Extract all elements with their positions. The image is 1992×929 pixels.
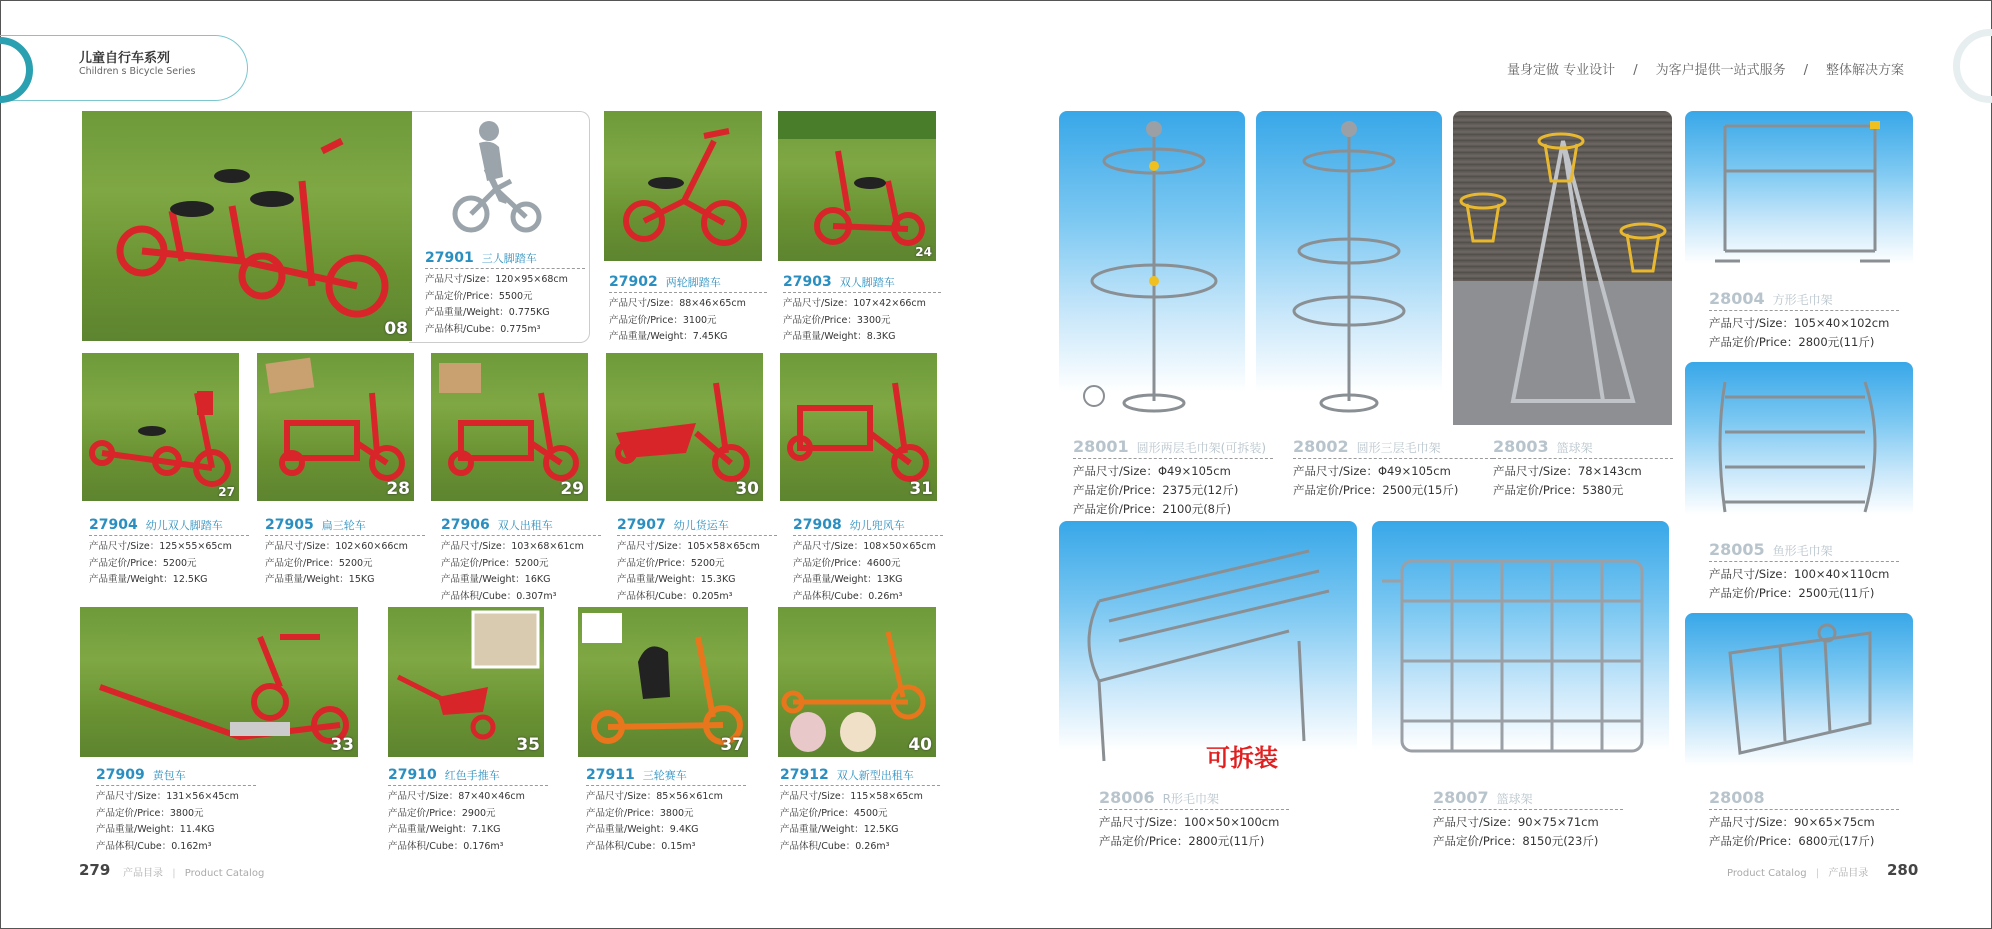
product-spec: 产品定价/Price：5380元 (1493, 483, 1624, 497)
product-name: 三人脚踏车 (481, 252, 537, 265)
footer-catalog-en: Product Catalog (1727, 868, 1807, 879)
product-photo-27904 (82, 353, 239, 501)
page-badge: 24 (915, 245, 932, 259)
product-caption (780, 764, 940, 855)
product-spec: 产品定价/Price：3300元 (783, 314, 891, 326)
product-spec: 产品定价/Price：5200元 (89, 557, 197, 569)
product-photo-28005 (1685, 362, 1913, 532)
page-badge: 08 (384, 319, 408, 339)
footer-catalog-right: Product Catalog | 产品目录 (1727, 868, 1869, 879)
product-code: 28008 (1709, 788, 1765, 807)
product-photo-27910 (388, 607, 544, 757)
product-caption (1709, 289, 1899, 352)
product-caption (586, 764, 746, 855)
product-caption (1433, 788, 1623, 851)
page-badge: 40 (908, 735, 932, 755)
product-spec: 产品体积/Cube：0.775m³ (425, 323, 541, 335)
product-spec: 产品尺寸/Size：103×68×61cm (441, 541, 584, 552)
product-spec: 产品定价/Price：4500元 (780, 807, 888, 819)
product-photo-27908 (780, 353, 937, 501)
product-spec: 产品定价/Price：5200元 (441, 557, 549, 569)
slogan-item: 整体解决方案 (1825, 63, 1904, 78)
product-name: 双人新型出租车 (836, 769, 914, 782)
product-spec: 产品尺寸/Size：100×40×110cm (1709, 567, 1890, 581)
product-spec: 产品定价/Price：2500元(15斤) (1293, 483, 1459, 497)
product-spec: 产品重量/Weight：12.5KG (780, 824, 899, 835)
footer-catalog-cn: 产品目录 (123, 868, 163, 879)
product-spec: 产品重量/Weight：9.4KG (586, 824, 699, 835)
product-spec: 产品尺寸/Size：115×58×65cm (780, 791, 923, 802)
product-spec: 产品重量/Weight：12.5KG (89, 574, 208, 585)
product-spec: 产品定价/Price：2375元(12斤) (1073, 483, 1239, 497)
footer-catalog-en: Product Catalog (184, 868, 265, 879)
product-spec: 产品定价/Price：5500元 (425, 290, 533, 302)
product-spec: 产品尺寸/Size：85×56×61cm (586, 791, 723, 802)
product-code: 27903 (783, 274, 832, 290)
product-spec: 产品定价/Price：2500元(11斤) (1709, 586, 1875, 600)
product-spec: 产品尺寸/Size：108×50×65cm (793, 541, 936, 552)
product-spec: 产品尺寸/Size：87×40×46cm (388, 791, 525, 802)
product-caption (1073, 437, 1273, 519)
product-code: 27904 (89, 517, 138, 533)
detachable-label: 可拆装 (1206, 744, 1278, 772)
product-caption (1293, 437, 1493, 500)
product-photo-28008 (1685, 613, 1913, 783)
product-name: 幼儿兜风车 (849, 519, 905, 532)
product-name: 圆形三层毛巾架 (1356, 441, 1441, 455)
product-code: 28002 (1293, 437, 1349, 456)
product-spec: 产品重量/Weight：13KG (793, 574, 903, 585)
page-badge: 35 (516, 735, 540, 755)
product-code: 27910 (388, 767, 437, 783)
product-spec: 产品尺寸/Size：125×55×65cm (89, 541, 232, 552)
product-code: 27907 (617, 517, 666, 533)
product-caption (617, 514, 777, 605)
product-photo-27911 (578, 607, 748, 757)
footer-catalog-left: 产品目录 | Product Catalog (123, 868, 265, 879)
product-photo-28001 (1059, 111, 1245, 423)
product-caption (388, 764, 548, 855)
product-code: 28007 (1433, 788, 1489, 807)
product-code: 28006 (1099, 788, 1155, 807)
product-spec: 产品尺寸/Size：107×42×66cm (783, 298, 926, 309)
product-spec: 产品尺寸/Size：78×143cm (1493, 464, 1642, 478)
product-spec: 产品定价/Price：8150元(23斤) (1433, 834, 1599, 848)
product-photo-27905 (257, 353, 414, 501)
product-name: 双人出租车 (497, 519, 553, 532)
product-name: 幼儿双人脚踏车 (145, 519, 223, 532)
product-photo-28007 (1372, 521, 1669, 776)
product-spec: 产品体积/Cube：0.205m³ (617, 590, 733, 602)
product-caption (1709, 788, 1899, 851)
page-number-left: 279 (79, 861, 111, 879)
page-badge: 29 (560, 479, 584, 499)
product-name: 两轮脚踏车 (665, 276, 721, 289)
product-code: 27902 (609, 274, 658, 290)
product-caption (1099, 788, 1289, 851)
product-photo-28004 (1685, 111, 1913, 281)
product-name: 扁三轮车 (321, 519, 366, 532)
product-caption (425, 247, 585, 338)
page-badge: 33 (330, 735, 354, 755)
slogan (1498, 59, 1913, 78)
product-spec: 产品尺寸/Size：100×50×100cm (1099, 815, 1280, 829)
product-spec: 产品尺寸/Size：105×58×65cm (617, 541, 760, 552)
product-spec: 产品体积/Cube：0.26m³ (793, 590, 903, 602)
product-name: 三轮赛车 (642, 769, 687, 782)
product-caption (783, 271, 941, 346)
product-spec: 产品定价/Price：5200元 (617, 557, 725, 569)
page-badge: 27 (218, 485, 235, 499)
product-caption (265, 514, 425, 589)
product-spec: 产品尺寸/Size：90×65×75cm (1709, 815, 1875, 829)
product-photo-28002 (1256, 111, 1442, 423)
product-spec: 产品尺寸/Size：Φ49×105cm (1073, 464, 1231, 478)
product-photo-27912 (778, 607, 936, 757)
product-spec: 产品尺寸/Size：120×95×68cm (425, 274, 568, 285)
page-badge: 28 (386, 479, 410, 499)
footer-catalog-cn: 产品目录 (1828, 868, 1869, 879)
product-code: 27905 (265, 517, 314, 533)
product-spec: 产品尺寸/Size：Φ49×105cm (1293, 464, 1451, 478)
product-name: R形毛巾架 (1162, 792, 1220, 806)
product-photo-27907 (606, 353, 763, 501)
product-name: 篮球架 (1556, 441, 1593, 455)
product-spec: 产品重量/Weight：8.3KG (783, 331, 896, 342)
product-code: 27901 (425, 250, 474, 266)
product-code: 27909 (96, 767, 145, 783)
product-spec: 产品体积/Cube：0.176m³ (388, 840, 504, 852)
product-photo-27909 (80, 607, 358, 757)
product-caption (1493, 437, 1673, 500)
product-name: 篮球架 (1496, 792, 1533, 806)
product-caption (1709, 540, 1899, 603)
product-code: 27908 (793, 517, 842, 533)
product-code: 28003 (1493, 437, 1549, 456)
corner-ring-icon (1953, 29, 1992, 103)
product-photo-27901 (82, 111, 412, 341)
page-number-right: 280 (1887, 861, 1919, 879)
product-spec: 产品体积/Cube：0.307m³ (441, 590, 557, 602)
page-badge: 37 (720, 735, 744, 755)
product-spec: 产品体积/Cube：0.26m³ (780, 840, 890, 852)
product-spec: 产品重量/Weight：0.775KG (425, 307, 550, 318)
page-badge: 31 (909, 479, 933, 499)
product-caption (96, 764, 256, 855)
product-spec: 产品尺寸/Size：102×60×66cm (265, 541, 408, 552)
product-spec: 产品定价/Price：3100元 (609, 314, 717, 326)
product-photo-27906 (431, 353, 588, 501)
product-spec: 产品重量/Weight：7.1KG (388, 824, 501, 835)
product-name: 圆形两层毛巾架(可拆装) (1136, 441, 1267, 455)
product-spec: 产品定价/Price：3800元 (96, 807, 204, 819)
product-spec: 产品定价/Price：6800元(17斤) (1709, 834, 1875, 848)
product-photo-27902 (604, 111, 762, 261)
product-spec: 产品体积/Cube：0.162m³ (96, 840, 212, 852)
product-code: 28004 (1709, 289, 1765, 308)
product-spec: 产品重量/Weight：11.4KG (96, 824, 215, 835)
product-code: 27912 (780, 767, 829, 783)
slogan-item: 量身定做 专业设计 (1507, 63, 1616, 78)
product-code: 27906 (441, 517, 490, 533)
product-spec: 产品重量/Weight：15KG (265, 574, 375, 585)
product-caption (793, 514, 943, 605)
product-name: 方形毛巾架 (1772, 293, 1833, 307)
product-caption (441, 514, 601, 605)
product-spec: 产品尺寸/Size：88×46×65cm (609, 298, 746, 309)
page-badge: 30 (735, 479, 759, 499)
product-spec: 产品重量/Weight：16KG (441, 574, 551, 585)
series-title: 儿童自行车系列 (79, 51, 171, 66)
product-spec: 产品定价/Price：4600元 (793, 557, 901, 569)
product-name: 鱼形毛巾架 (1772, 544, 1833, 558)
product-code: 27911 (586, 767, 635, 783)
product-name: 红色手推车 (444, 769, 500, 782)
product-spec: 产品重量/Weight：7.45KG (609, 331, 728, 342)
product-code: 28001 (1073, 437, 1129, 456)
product-spec: 产品定价/Price：5200元 (265, 557, 373, 569)
product-spec: 产品尺寸/Size：131×56×45cm (96, 791, 239, 802)
series-subtitle: Children s Bicycle Series (79, 66, 196, 77)
child-bike-silhouette-icon (441, 119, 551, 239)
slogan-item: 为客户提供一站式服务 (1655, 63, 1786, 78)
product-spec: 产品定价/Price：2100元(8斤) (1073, 502, 1231, 516)
product-caption (89, 514, 249, 589)
product-spec: 产品体积/Cube：0.15m³ (586, 840, 696, 852)
product-spec: 产品重量/Weight：15.3KG (617, 574, 736, 585)
product-spec: 产品定价/Price：2800元(11斤) (1709, 335, 1875, 349)
product-spec: 产品定价/Price：2900元 (388, 807, 496, 819)
product-code: 28005 (1709, 540, 1765, 559)
product-name: 黄包车 (152, 769, 186, 782)
product-photo-28003 (1453, 111, 1672, 425)
product-spec: 产品尺寸/Size：90×75×71cm (1433, 815, 1599, 829)
slogan-separator: / (1803, 63, 1808, 78)
product-photo-27903 (778, 111, 936, 261)
product-name: 幼儿货运车 (673, 519, 729, 532)
product-name: 双人脚踏车 (839, 276, 895, 289)
product-caption (609, 271, 767, 346)
product-spec: 产品定价/Price：3800元 (586, 807, 694, 819)
product-spec: 产品定价/Price：2800元(11斤) (1099, 834, 1265, 848)
slogan-separator: / (1633, 63, 1638, 78)
product-spec: 产品尺寸/Size：105×40×102cm (1709, 316, 1890, 330)
